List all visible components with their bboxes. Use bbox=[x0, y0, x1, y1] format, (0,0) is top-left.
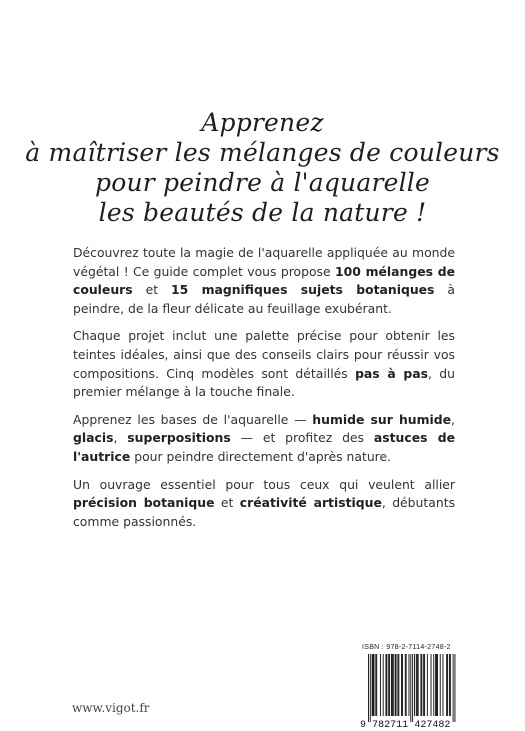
barcode-bar bbox=[393, 654, 394, 716]
description bbox=[73, 244, 455, 540]
emphasis: pas à pas bbox=[355, 365, 429, 381]
barcode-bar bbox=[423, 654, 424, 716]
text-run: pour peindre directement d'après nature. bbox=[130, 448, 392, 464]
barcode-bar bbox=[405, 654, 406, 716]
paragraph-2 bbox=[73, 327, 455, 401]
barcode-bar bbox=[437, 654, 438, 716]
text-run: , bbox=[451, 411, 455, 427]
barcode-right-digits: 427482 bbox=[414, 720, 451, 731]
tagline-line-4: les beautés de la nature ! bbox=[98, 198, 427, 227]
barcode-bar bbox=[398, 654, 399, 716]
emphasis: glacis bbox=[73, 430, 114, 446]
emphasis: 100 mélanges de couleurs bbox=[73, 263, 455, 298]
barcode-bar bbox=[380, 654, 381, 716]
text-run: , du premier mélange à la touche finale. bbox=[73, 365, 455, 400]
barcode-bar bbox=[375, 654, 376, 716]
emphasis: précision botanique bbox=[73, 495, 215, 511]
barcode-bar bbox=[417, 654, 418, 716]
text-run: , débutants comme passionnés. bbox=[73, 495, 456, 529]
text-run: , bbox=[113, 430, 128, 446]
barcode-bar bbox=[373, 654, 374, 716]
barcode-bar bbox=[414, 654, 415, 716]
barcode-bar bbox=[392, 654, 393, 716]
tagline-line-1: Apprenez bbox=[201, 108, 324, 137]
barcode-bar bbox=[416, 654, 417, 716]
barcode-bar bbox=[424, 654, 425, 716]
text-run: à peindre, de la fleur délicate au feuillage exubérant. bbox=[73, 282, 455, 316]
publisher-website: www.vigot.fr bbox=[72, 701, 150, 715]
emphasis: superpositions bbox=[127, 430, 231, 446]
barcode-bar bbox=[435, 654, 436, 716]
barcode-bar bbox=[431, 654, 432, 716]
barcode-bar bbox=[436, 654, 437, 716]
barcode-bar bbox=[388, 654, 389, 716]
text-run: Chaque projet inclut une palette précise pour obtenir les teintes idéales, ainsi que des conseils clairs pour réussir vos compositions. Cinq modèles sont détaillés bbox=[73, 328, 455, 381]
barcode-bar bbox=[406, 654, 407, 716]
barcode-bar bbox=[449, 654, 450, 716]
barcode bbox=[357, 651, 458, 731]
barcode-bar bbox=[453, 654, 454, 722]
tagline-line-2: à maîtriser les mélanges de couleurs bbox=[25, 138, 500, 167]
barcode-bar bbox=[389, 654, 390, 716]
emphasis: humide sur humide bbox=[312, 411, 452, 427]
barcode-bar bbox=[446, 654, 447, 716]
barcode-left-digits: 782711 bbox=[372, 720, 409, 731]
barcode-graphic bbox=[357, 651, 458, 731]
barcode-bar bbox=[395, 654, 396, 716]
barcode-bar bbox=[408, 654, 409, 716]
barcode-bar bbox=[412, 654, 413, 722]
barcode-bar bbox=[376, 654, 377, 716]
emphasis: créativité artistique bbox=[239, 495, 382, 511]
barcode-bar bbox=[427, 654, 428, 716]
paragraph-1 bbox=[73, 244, 455, 318]
barcode-bar bbox=[402, 654, 403, 716]
text-run: et bbox=[132, 282, 172, 298]
barcode-bar bbox=[433, 654, 434, 716]
text-run: Un ouvrage essentiel pour tous ceux qui veulent allier bbox=[73, 476, 455, 492]
barcode-bar bbox=[383, 654, 384, 716]
barcode-bar bbox=[443, 654, 444, 716]
text-run: et bbox=[214, 495, 240, 511]
barcode-bar bbox=[410, 654, 411, 722]
isbn-label: ISBN : 978-2-7114-2748-2 bbox=[362, 644, 451, 651]
emphasis: 15 magnifiques sujets botaniques bbox=[171, 282, 435, 298]
barcode-bar bbox=[396, 654, 397, 716]
barcode-bar bbox=[386, 654, 387, 716]
paragraph-4 bbox=[73, 476, 455, 532]
barcode-bar bbox=[418, 654, 419, 716]
barcode-bar bbox=[420, 654, 421, 716]
barcode-bar bbox=[372, 654, 373, 716]
text-run: Découvrez toute la magie de l'aquarelle appliquée au monde végétal ! Ce guide complet vous propose bbox=[73, 245, 455, 279]
barcode-bar bbox=[374, 654, 375, 716]
barcode-bar bbox=[370, 654, 371, 722]
barcode-bar bbox=[397, 654, 398, 716]
barcode-bar bbox=[450, 654, 451, 716]
barcode-lead-digit: 9 bbox=[359, 720, 367, 731]
barcode-bar bbox=[421, 654, 422, 716]
barcode-bar bbox=[454, 654, 455, 722]
text-run: — et profitez des bbox=[230, 430, 374, 446]
tagline-line-3: pour peindre à l'aquarelle bbox=[94, 168, 430, 197]
barcode-bar bbox=[401, 654, 402, 716]
barcode-bar bbox=[440, 654, 441, 716]
barcode-bar bbox=[368, 654, 369, 722]
barcode-bar bbox=[385, 654, 386, 716]
barcode-bar bbox=[447, 654, 448, 716]
paragraph-3 bbox=[73, 411, 455, 467]
text-run: Apprenez les bases de l'aquarelle — bbox=[73, 411, 313, 427]
tagline bbox=[0, 108, 525, 228]
barcode-bar bbox=[391, 654, 392, 716]
emphasis: astuces de l'autrice bbox=[73, 430, 455, 464]
